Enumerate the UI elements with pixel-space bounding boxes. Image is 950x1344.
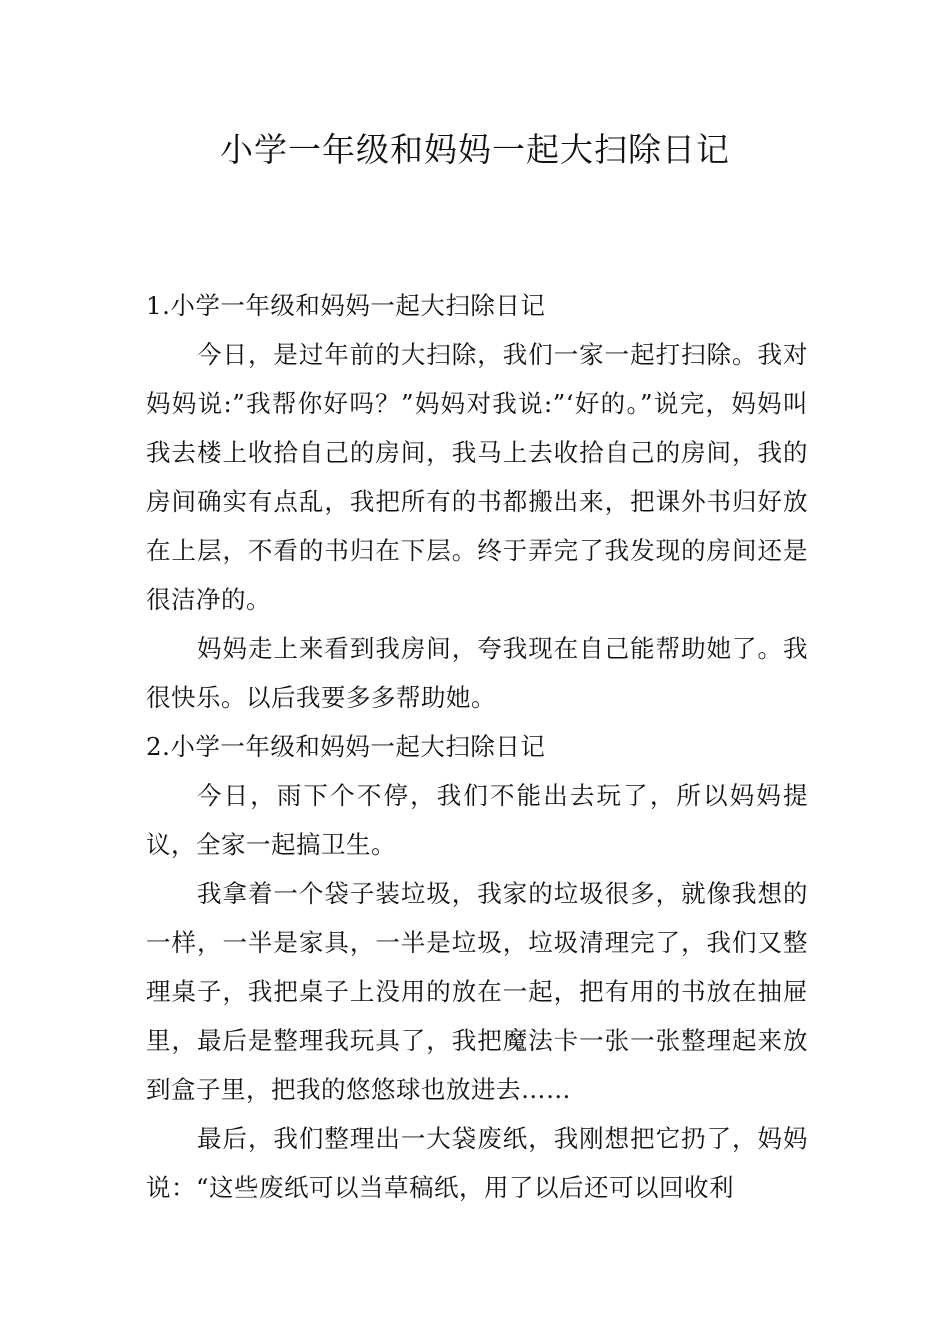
paragraph: 最后，我们整理出一大袋废纸，我刚想把它扔了，妈妈说：“这些废纸可以当草稿纸，用了以后还可以回收利	[146, 1124, 808, 1202]
paragraph: 我拿着一个袋子装垃圾，我家的垃圾很多，就像我想的一样，一半是家具，一半是垃圾，垃圾清理完了，我们又整理桌子，我把桌子上没用的放在一起，把有用的书放在抽屉里，最后是整理我玩具了，我把魔法卡一张一张整理起来放到盒子里，把我的悠悠球也放进去……	[146, 879, 808, 1104]
section-heading-2: 2.小学一年级和妈妈一起大扫除日记	[146, 732, 546, 761]
paragraph: 今日，雨下个不停，我们不能出去玩了，所以妈妈提议，全家一起搞卫生。	[146, 781, 808, 859]
document-body	[146, 281, 808, 1212]
document-title: 小学一年级和妈妈一起大扫除日记	[220, 130, 730, 169]
paragraph: 妈妈走上来看到我房间，夸我现在自己能帮助她了。我很快乐。以后我要多多帮助她。	[146, 634, 808, 712]
section-heading-1: 1.小学一年级和妈妈一起大扫除日记	[146, 291, 546, 320]
paragraph: 今日，是过年前的大扫除，我们一家一起打扫除。我对妈妈说:”我帮你好吗？”妈妈对我说:”‘好的。”说完，妈妈叫我去楼上收拾自己的房间，我马上去收拾自己的房间，我的房间确实有点乱，我把所有的书都搬出来，把课外书归好放在上层，不看的书归在下层。终于弄完了我发现的房间还是很洁净的。	[146, 340, 808, 614]
